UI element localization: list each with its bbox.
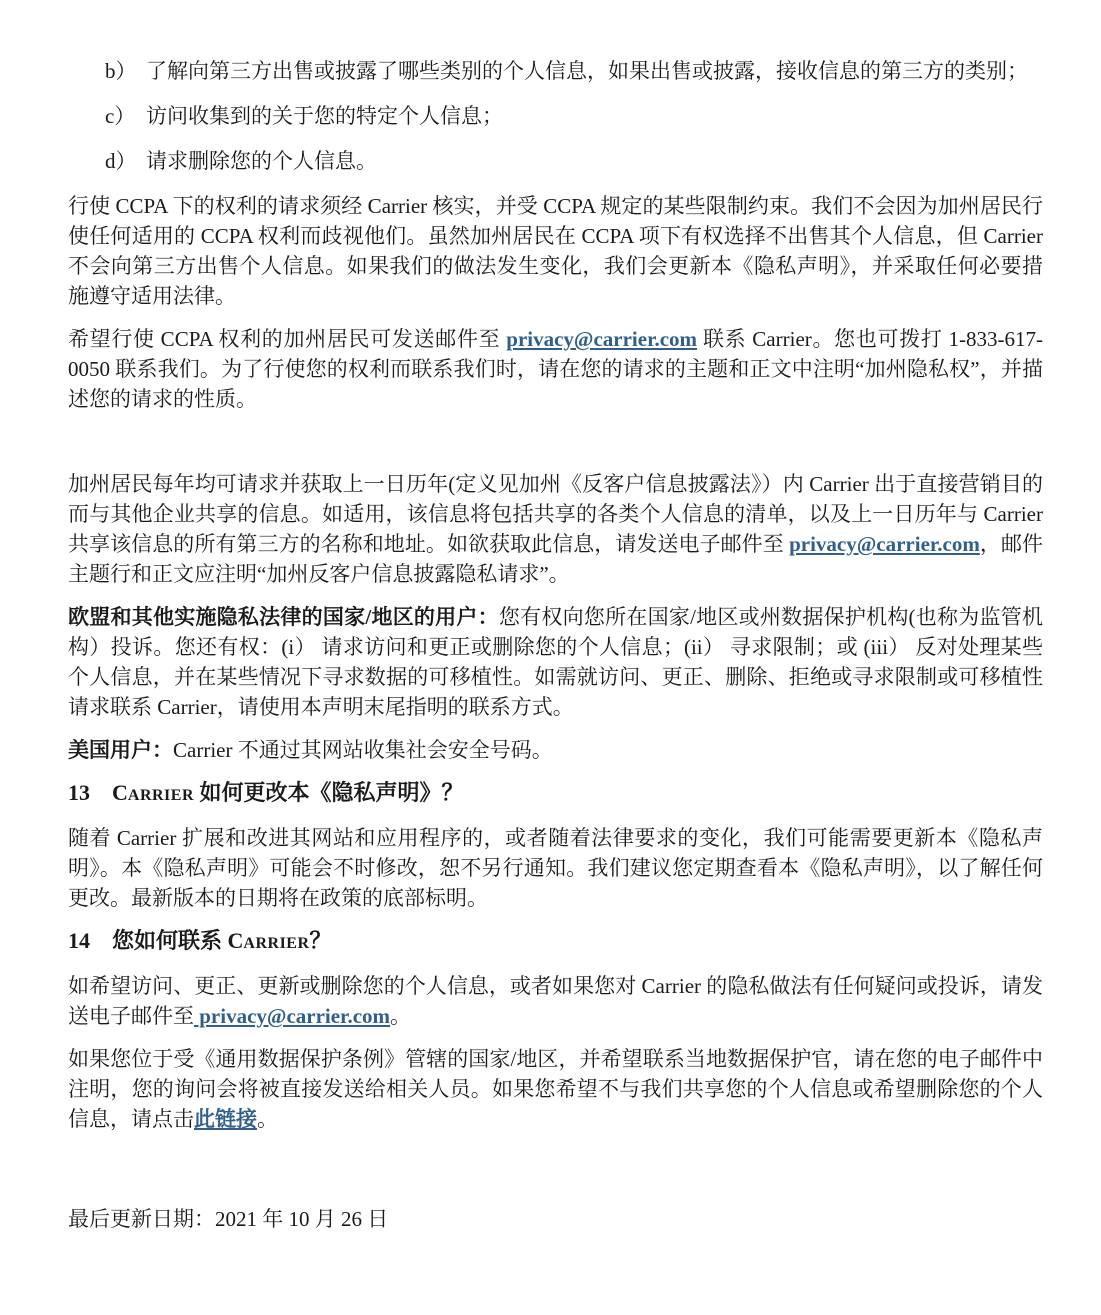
eu-users-paragraph — [68, 602, 1043, 722]
paragraph-text: 您有权向您所在国家/地区或州数据保护机构(也称为监管机构）投诉。您还有权：(i） 请求访问和更正或删除您的个人信息；(ii） 寻求限制；或 (iii） 反对处理某些个人信息，并在某些情况下寻求数据的可移植性。如需就访问、更正、删除、拒绝或寻求限制或可移植性请求联系 Carrier，请使用本声明末尾指明的联系方式。 — [68, 605, 1043, 719]
document-page — [68, 56, 1043, 1147]
list-item-d — [68, 146, 1043, 176]
paragraph-text: 如果您位于受《通用数据保护条例》管辖的国家/地区，并希望联系当地数据保护官，请在您的电子邮件中注明，您的询问会将被直接发送给相关人员。如果您希望不与我们共享您的个人信息或希望删除您的个人信息，请点击 — [68, 1047, 1043, 1131]
list-item-b — [68, 56, 1043, 86]
last-updated-date: 最后更新日期：2021 年 10 月 26 日 — [68, 1207, 389, 1231]
brand-rest: ARRIER — [243, 935, 310, 952]
list-item-text: 了解向第三方出售或披露了哪些类别的个人信息，如果出售或披露，接收信息的第三方的类别； — [146, 59, 1028, 83]
list-item-c — [68, 101, 1043, 131]
section-13-heading — [68, 778, 1043, 811]
paragraph-text: Carrier 不通过其网站收集社会安全号码。 — [173, 738, 553, 762]
ccpa-rights-paragraph: 行使 CCPA 下的权利的请求须经 Carrier 核实，并受 CCPA 规定的某些限制约束。我们不会因为加州居民行使任何适用的 CCPA 权利而歧视他们。虽然加州居民在 CCPA 项下有权选择不出售其个人信息，但 Carrier 不会向第三方出售个人信息。如果我们的做法发生变化，我们会更新本《隐私声明》，并采取任何必要措施遵守适用法律。 — [68, 194, 1043, 308]
brand-rest: ARRIER — [127, 787, 195, 804]
section-title: 您如何联系 — [112, 928, 228, 953]
paragraph-text: 。 — [257, 1107, 278, 1131]
ccpa-contact-paragraph — [68, 324, 1043, 414]
paragraph-text: 如希望访问、更正、更新或删除您的个人信息，或者如果您对 Carrier 的隐私做法有任何疑问或投诉，请发送电子邮件至 — [68, 974, 1043, 1028]
paragraph-text: ，邮件主题行和正文应注明“加州反客户信息披露隐私请求”。 — [68, 532, 1044, 586]
list-marker: b） — [105, 59, 137, 83]
spacer — [68, 427, 1043, 469]
us-users-label: 美国用户： — [68, 738, 173, 762]
list-item-text: 访问收集到的关于您的特定个人信息； — [146, 104, 503, 128]
changes-paragraph: 随着 Carrier 扩展和改进其网站和应用程序的，或者随着法律要求的变化，我们可能需要更新本《隐私声明》。本《隐私声明》可能会不时修改，恕不另行通知。我们建议您定期查看本《隐私声明》，以了解任何更改。最新版本的日期将在政策的底部标明。 — [68, 826, 1043, 910]
opt-out-link[interactable]: 此链接 — [194, 1107, 257, 1131]
brand-initial: C — [227, 928, 244, 953]
list-marker: c） — [105, 104, 136, 128]
paragraph-text: 希望行使 CCPA 权利的加州居民可发送邮件至 — [68, 327, 507, 351]
access-request-paragraph — [68, 971, 1043, 1031]
paragraph-text: 联系 Carrier。您也可拨打 1-833-617-0050 联系我们。为了行使您的权利而联系我们时，请在您的请求的主题和正文中注明“加州隐私权”，并描述您的请求的性质。 — [68, 327, 1043, 411]
section-14-heading — [68, 926, 1043, 959]
privacy-email-link[interactable]: privacy@carrier.com — [789, 532, 980, 556]
section-title-end: ？ — [309, 928, 332, 953]
section-number: 13 — [68, 780, 90, 805]
paragraph-text: 。 — [390, 1004, 412, 1028]
section-number: 14 — [68, 928, 90, 953]
privacy-email-link[interactable]: privacy@carrier.com — [194, 1004, 391, 1028]
eu-users-label: 欧盟和其他实施隐私法律的国家/地区的用户： — [68, 605, 499, 629]
privacy-email-link[interactable]: privacy@carrier.com — [506, 327, 698, 351]
paragraph-text: 加州居民每年均可请求并获取上一日历年(定义见加州《反客户信息披露法》）内 Carrier 出于直接营销目的而与其他企业共享的信息。如适用，该信息将包括共享的各类个人信息的清单，以及上一日历年与 Carrier 共享该信息的所有第三方的名称和地址。如欲获取此信息，请发送电子邮件至 — [68, 472, 1043, 556]
gdpr-paragraph — [68, 1044, 1043, 1134]
list-item-text: 请求删除您的个人信息。 — [146, 149, 377, 173]
shine-the-light-paragraph — [68, 469, 1043, 589]
section-title: 如何更改本《隐私声明》？ — [194, 780, 464, 805]
brand-initial: C — [112, 780, 128, 805]
us-users-paragraph — [68, 735, 1043, 765]
list-marker: d） — [105, 149, 137, 173]
